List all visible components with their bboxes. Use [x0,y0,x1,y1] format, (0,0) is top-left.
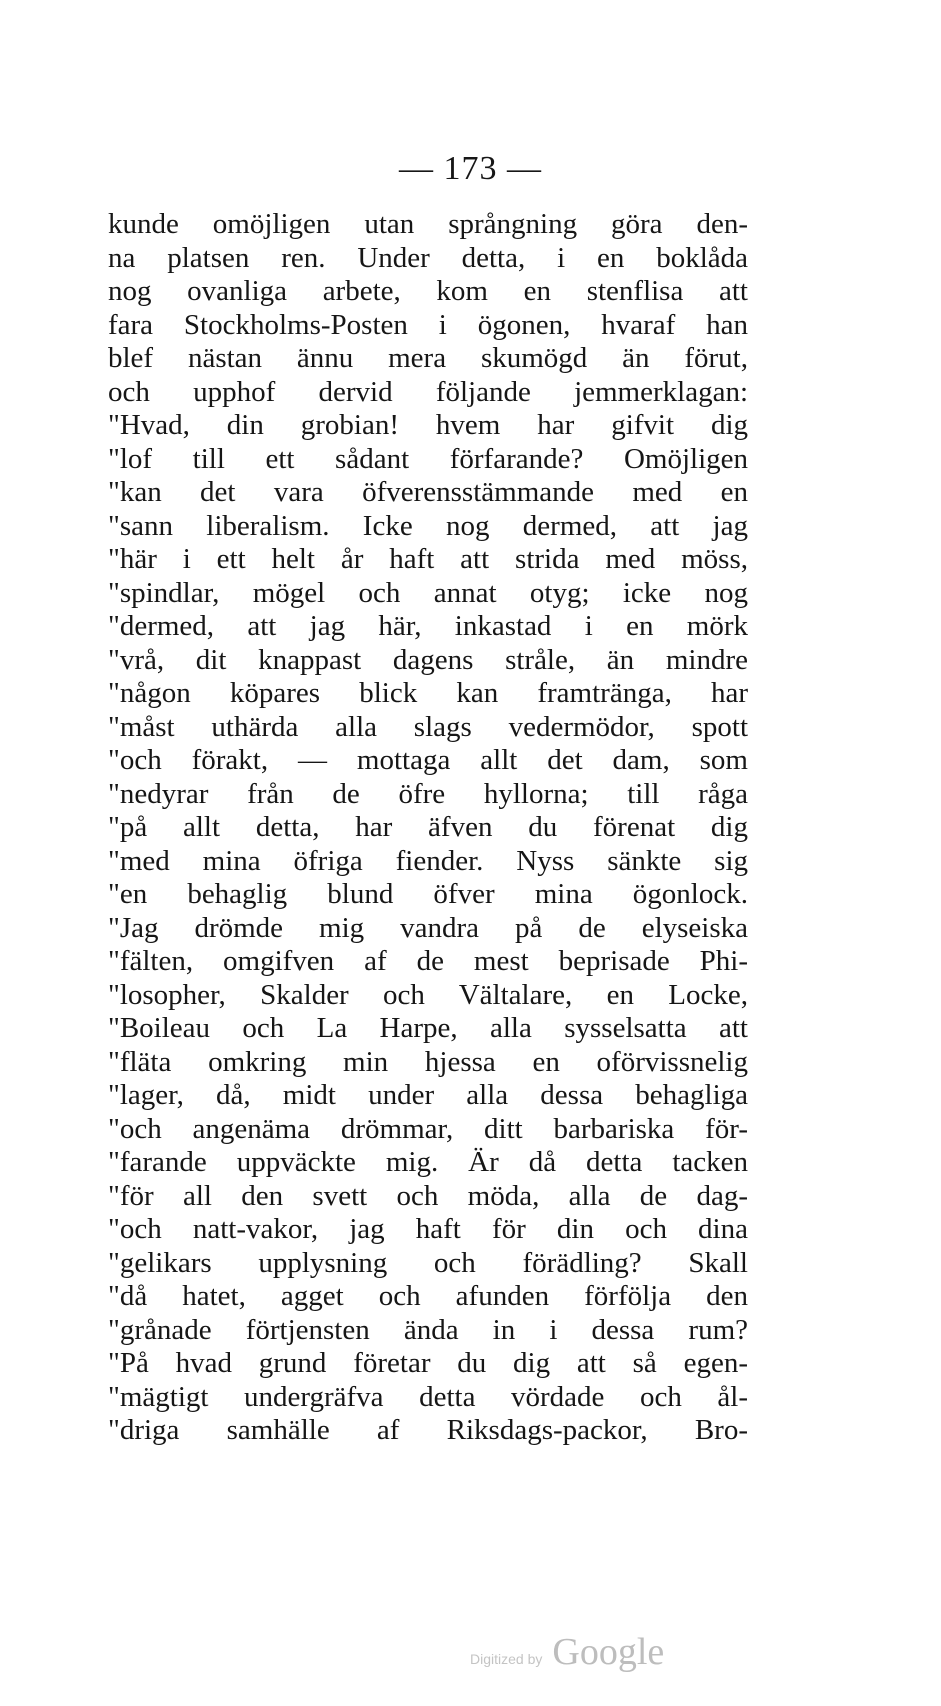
text-line: "Hvad, din grobian! hvem har gifvit dig [108,409,748,441]
text-line: "Boileau och La Harpe, alla sysselsatta att [108,1012,748,1044]
text-line: "driga samhälle af Riksdags-packor, Bro- [108,1414,748,1446]
text-line: "då hatet, agget och afunden förfölja den [108,1280,748,1312]
text-line: "sann liberalism. Icke nog dermed, att jag [108,509,748,542]
text-line: "kan det vara öfverensstämmande med en [108,476,748,508]
text-line: "måst uthärda alla slags vedermödor, spott [108,710,748,743]
text-line: na platsen ren. Under detta, i en boklåda [108,241,748,274]
text-line: kunde omöjligen utan språngning göra den- [108,208,748,240]
text-line: "för all den svett och möda, alla de dag- [108,1179,748,1212]
text-line: "och natt-vakor, jag haft för din och dina [108,1213,748,1245]
text-line: "På hvad grund företar du dig att så egen- [108,1347,748,1379]
text-line: "spindlar, mögel och annat otyg; icke nog [108,576,748,609]
text-line: "och förakt, — mottaga allt det dam, som [108,744,748,776]
text-line: "en behaglig blund öfver mina ögonlock. [108,878,748,910]
text-line: "farande uppväckte mig. Är då detta tacken [108,1146,748,1178]
body-text [108,208,748,1448]
text-line: "Jag drömde mig vandra på de elyseiska [108,911,748,944]
text-line: "fälten, omgifven af de mest beprisade Phi- [108,945,748,977]
text-line: "och angenäma drömmar, ditt barbariska för- [108,1112,748,1145]
text-line: "lof till ett sådant förfarande? Omöjligen [108,442,748,475]
text-line: "någon köpares blick kan framtränga, har [108,677,748,709]
text-line: "gelikars upplysning och förädling? Skall [108,1246,748,1279]
text-line: "grånade förtjensten ända in i dessa rum? [108,1313,748,1346]
text-line: "nedyrar från de öfre hyllorna; till råga [108,777,748,810]
text-line: "dermed, att jag här, inkastad i en mörk [108,610,748,642]
text-line: "vrå, dit knappast dagens stråle, än mindre [108,643,748,676]
google-logo: Google [552,1631,665,1673]
text-line: nog ovanliga arbete, kom en stenflisa att [108,275,748,307]
text-line: "med mina öfriga fiender. Nyss sänkte sig [108,844,748,877]
text-line: "mägtigt undergräfva detta vördade och ål- [108,1380,748,1413]
text-line: blef nästan ännu mera skumögd än förut, [108,342,748,374]
text-line: "fläta omkring min hjessa en oförvissnelig [108,1045,748,1078]
text-line: "losopher, Skalder och Vältalare, en Locke, [108,978,748,1011]
text-line: fara Stockholms-Posten i ögonen, hvaraf han [108,308,748,341]
page-number: — 173 — [399,150,542,187]
text-line: "här i ett helt år haft att strida med möss, [108,543,748,575]
text-line: "på allt detta, har äfven du förenat dig [108,811,748,843]
digitized-watermark [470,1630,664,1674]
text-line: "lager, då, midt under alla dessa behagliga [108,1079,748,1111]
text-line: och upphof dervid följande jemmerklagan: [108,375,748,408]
watermark-prefix: Digitized by [470,1651,543,1667]
